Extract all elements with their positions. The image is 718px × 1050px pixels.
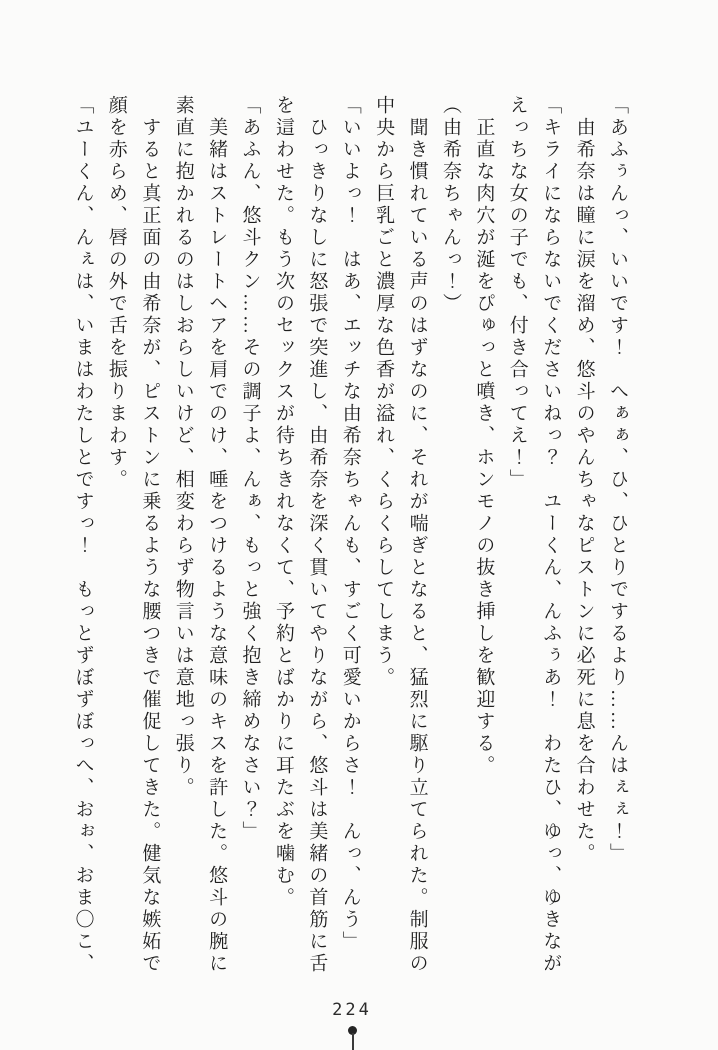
text-line-13: 美緒はストレートヘアを肩でのけ、唾をつけるような意味のキスを許した。悠斗の腕に xyxy=(206,95,228,975)
text-line-7: 聞き慣れている声のはずなのに、それが喘ぎとなると、猛烈に駆り立てられた。制服の xyxy=(406,95,428,975)
text-line-14: 素直に抱かれるのはしおらしいけど、相変わらず物言いは意地っ張り。 xyxy=(172,95,194,799)
text-line-4: えっちな女の子でも、付き合ってえ！」 xyxy=(506,95,528,491)
page-number: 224 xyxy=(332,1000,372,1020)
text-block xyxy=(66,95,634,987)
text-line-11: を這わせた。もう次のセックスが待ちきれなくて、予約とばかりに耳たぶを噛む。 xyxy=(272,95,294,909)
text-line-17: 「ユーくん、んぇは、いまはわたしとですっ！ もっとずぼずぼっへ、おぉ、おま〇こ、 xyxy=(72,95,94,975)
text-line-10: ひっきりなしに怒張で突進し、由希奈を深く貫いてやりながら、悠斗は美緒の首筋に舌 xyxy=(306,95,328,975)
text-line-9: 「いいよっ！ はあ、エッチな由希奈ちゃんも、すごく可愛いからさ！ んっ、んう」 xyxy=(339,95,361,953)
text-line-12: 「あふん、悠斗クン……その調子よ、んぁ、もっと強く抱き締めなさい？」 xyxy=(239,95,261,843)
text-line-5: 正直な肉穴が涎をぴゅっと噴き、ホンモノの抜き挿しを歓迎する。 xyxy=(473,95,495,777)
text-line-8: 中央から巨乳ごと濃厚な色香が溢れ、くらくらしてしまう。 xyxy=(373,95,395,689)
page-marker-line xyxy=(352,1033,354,1050)
text-line-2: 由希奈は瞳に涙を溜め、悠斗のやんちゃなピストンに必死に息を合わせた。 xyxy=(573,95,595,865)
text-line-15: すると真正面の由希奈が、ピストンに乗るような腰つきで催促してきた。健気な嫉妬で xyxy=(139,95,161,975)
text-line-1: 「あふぅんっ、いいです！ へぁぁ、ひ、ひとりでするより……んはぇぇ！」 xyxy=(607,95,628,865)
text-line-16: 顔を赤らめ、唇の外で舌を振りまわす。 xyxy=(105,95,127,491)
text-line-6: （由希奈ちゃんっ！） xyxy=(439,95,461,315)
text-line-3: 「キライにならないでくださいねっ？ ユーくん、んふぅあ！ わたひ、ゆっ、ゆきなが xyxy=(540,95,562,975)
